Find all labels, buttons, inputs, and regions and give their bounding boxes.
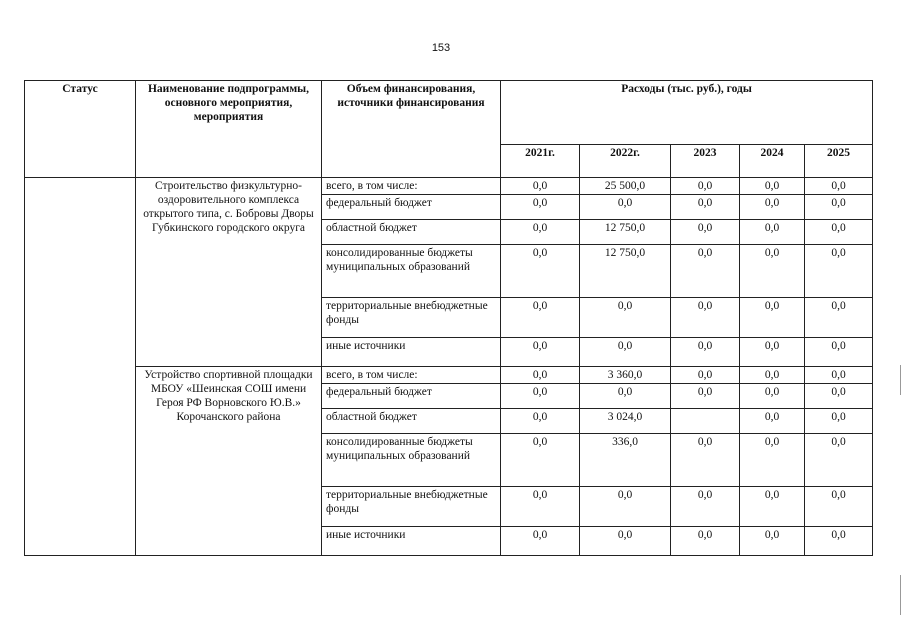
value-cell: 0,0 <box>805 245 873 298</box>
header-year: 2024 <box>740 145 805 178</box>
value-cell: 0,0 <box>501 178 580 195</box>
value-cell: 0,0 <box>671 298 740 338</box>
header-year: 2021г. <box>501 145 580 178</box>
value-cell: 0,0 <box>501 195 580 220</box>
value-cell: 0,0 <box>501 434 580 487</box>
value-cell: 0,0 <box>501 409 580 434</box>
page-number: 153 <box>431 42 451 54</box>
source-label: иные источники <box>322 527 501 556</box>
source-label: федеральный бюджет <box>322 195 501 220</box>
source-label: иные источники <box>322 338 501 367</box>
scan-edge-mark <box>900 365 901 395</box>
value-cell: 0,0 <box>805 298 873 338</box>
value-cell <box>671 409 740 434</box>
value-cell: 0,0 <box>740 367 805 384</box>
source-label: всего, в том числе: <box>322 178 501 195</box>
value-cell: 0,0 <box>671 384 740 409</box>
value-cell: 3 360,0 <box>580 367 671 384</box>
value-cell: 0,0 <box>580 195 671 220</box>
source-label: федеральный бюджет <box>322 384 501 409</box>
header-volume: Объем финансирования, источники финансирования <box>322 81 501 178</box>
value-cell: 0,0 <box>501 367 580 384</box>
source-label: территориальные внебюджетные фонды <box>322 487 501 527</box>
header-expenses: Расходы (тыс. руб.), годы <box>501 81 873 145</box>
value-cell: 0,0 <box>805 487 873 527</box>
value-cell: 0,0 <box>671 178 740 195</box>
measure-name: Устройство спортивной площадки МБОУ «Шеинская СОШ имени Героя РФ Ворновского Ю.В.» Корочанского района <box>136 367 322 556</box>
value-cell: 0,0 <box>740 434 805 487</box>
source-label: всего, в том числе: <box>322 367 501 384</box>
header-year: 2023 <box>671 145 740 178</box>
value-cell: 336,0 <box>580 434 671 487</box>
value-cell: 0,0 <box>740 409 805 434</box>
value-cell: 0,0 <box>501 245 580 298</box>
measure-name: Строительство физкультурно-оздоровительного комплекса открытого типа, с. Бобровы Дворы Губкинского городского округа <box>136 178 322 367</box>
value-cell: 0,0 <box>671 195 740 220</box>
value-cell: 0,0 <box>671 527 740 556</box>
header-year: 2025 <box>805 145 873 178</box>
source-label: консолидированные бюджеты муниципальных образований <box>322 245 501 298</box>
value-cell: 0,0 <box>671 367 740 384</box>
value-cell: 0,0 <box>740 178 805 195</box>
value-cell: 25 500,0 <box>580 178 671 195</box>
source-label: территориальные внебюджетные фонды <box>322 298 501 338</box>
value-cell: 0,0 <box>805 527 873 556</box>
value-cell: 0,0 <box>501 220 580 245</box>
value-cell: 0,0 <box>740 384 805 409</box>
value-cell: 0,0 <box>805 434 873 487</box>
value-cell: 0,0 <box>580 298 671 338</box>
value-cell: 0,0 <box>740 298 805 338</box>
value-cell: 0,0 <box>580 527 671 556</box>
value-cell: 0,0 <box>671 487 740 527</box>
value-cell: 0,0 <box>580 487 671 527</box>
value-cell: 0,0 <box>740 487 805 527</box>
value-cell: 0,0 <box>740 220 805 245</box>
value-cell: 0,0 <box>740 527 805 556</box>
value-cell: 0,0 <box>740 195 805 220</box>
value-cell: 0,0 <box>671 434 740 487</box>
source-label: областной бюджет <box>322 220 501 245</box>
value-cell: 0,0 <box>671 338 740 367</box>
value-cell: 0,0 <box>805 384 873 409</box>
value-cell: 0,0 <box>671 245 740 298</box>
value-cell: 0,0 <box>805 178 873 195</box>
table-row <box>25 178 873 195</box>
value-cell: 0,0 <box>501 384 580 409</box>
value-cell: 0,0 <box>501 298 580 338</box>
table-row <box>25 367 873 384</box>
value-cell: 0,0 <box>805 195 873 220</box>
value-cell: 0,0 <box>671 220 740 245</box>
header-name: Наименование подпрограммы, основного мероприятия, мероприятия <box>136 81 322 178</box>
value-cell: 0,0 <box>805 367 873 384</box>
value-cell: 0,0 <box>501 338 580 367</box>
value-cell: 12 750,0 <box>580 245 671 298</box>
value-cell: 0,0 <box>805 220 873 245</box>
value-cell: 0,0 <box>501 527 580 556</box>
header-status: Статус <box>25 81 136 178</box>
source-label: областной бюджет <box>322 409 501 434</box>
value-cell: 0,0 <box>580 384 671 409</box>
header-year: 2022г. <box>580 145 671 178</box>
source-label: консолидированные бюджеты муниципальных образований <box>322 434 501 487</box>
value-cell: 3 024,0 <box>580 409 671 434</box>
value-cell: 12 750,0 <box>580 220 671 245</box>
value-cell: 0,0 <box>501 487 580 527</box>
value-cell: 0,0 <box>805 338 873 367</box>
value-cell: 0,0 <box>580 338 671 367</box>
financing-table <box>24 80 873 556</box>
value-cell: 0,0 <box>805 409 873 434</box>
value-cell: 0,0 <box>740 338 805 367</box>
value-cell: 0,0 <box>740 245 805 298</box>
status-cell <box>25 178 136 556</box>
scan-edge-mark <box>900 575 901 615</box>
